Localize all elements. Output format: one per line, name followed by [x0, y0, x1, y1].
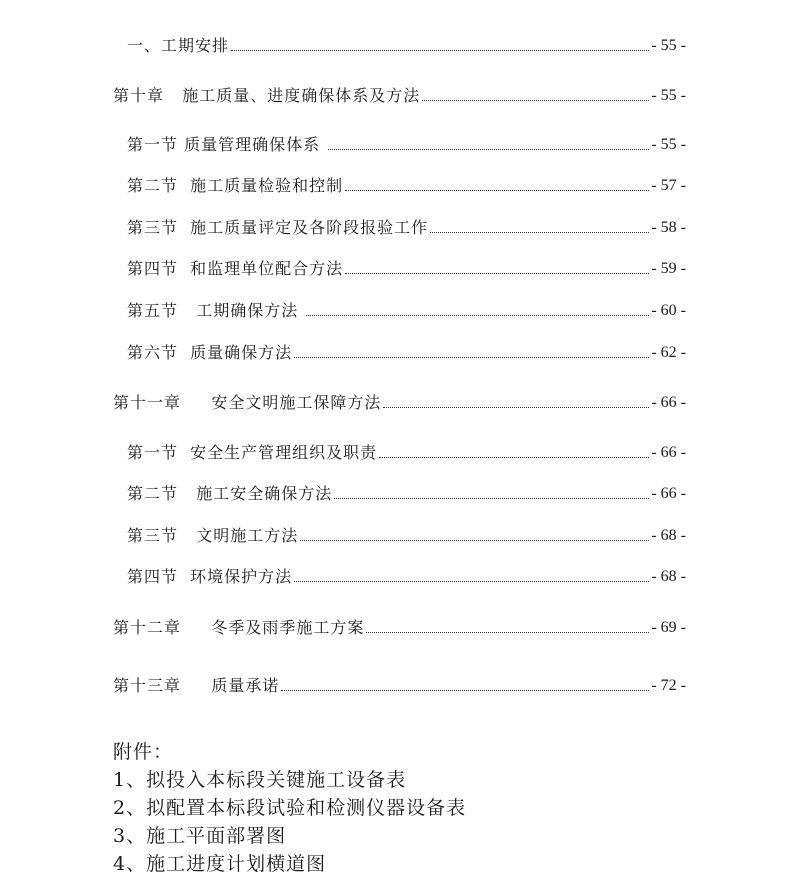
toc-entry — [0, 561, 789, 587]
toc-entry-title: 第一节 安全生产管理组织及职责 — [127, 443, 378, 462]
toc-entry-title: 第五节 工期确保方法 — [127, 301, 305, 320]
dot-leader — [294, 580, 649, 582]
dot-leader — [430, 231, 649, 233]
dot-leader — [345, 189, 649, 191]
appendix-item: 4、施工进度计划横道图 — [113, 853, 327, 875]
toc-entry-title: 第四节 环境保护方法 — [127, 567, 293, 586]
toc-entry-title: 第一节 质量管理确保体系 — [127, 135, 327, 154]
toc-entry — [0, 170, 789, 196]
dot-leader — [306, 314, 649, 316]
toc-entry — [0, 612, 789, 638]
toc-entry-title: 第二节 施工安全确保方法 — [127, 484, 333, 503]
dot-leader — [345, 272, 649, 274]
toc-entry-title: 第十三章 质量承诺 — [113, 676, 280, 695]
toc-entry — [0, 295, 789, 321]
toc-entry-page: - 60 - — [651, 302, 686, 319]
toc-entry — [0, 337, 789, 363]
dot-leader — [383, 406, 649, 408]
toc-entry-title: 第十一章 安全文明施工保障方法 — [113, 393, 382, 412]
toc-entry-page: - 55 - — [651, 87, 686, 104]
toc-entry — [0, 253, 789, 279]
toc-entry — [0, 30, 789, 56]
toc-entry-page: - 55 - — [651, 136, 686, 153]
toc-entry-page: - 72 - — [651, 677, 686, 694]
dot-leader — [334, 497, 649, 499]
appendix-item: 2、拟配置本标段试验和检测仪器设备表 — [113, 797, 467, 819]
toc-entry-page: - 57 - — [651, 177, 686, 194]
appendix-section — [113, 738, 466, 878]
dot-leader — [281, 689, 649, 691]
toc-entry-title: 一、工期安排 — [127, 36, 230, 55]
toc-entry — [0, 478, 789, 504]
toc-entry-page: - 55 - — [651, 37, 686, 54]
toc-entry-title: 第六节 质量确保方法 — [127, 343, 293, 362]
toc-entry-title: 第二节 施工质量检验和控制 — [127, 176, 344, 195]
toc-entry-page: - 58 - — [651, 219, 686, 236]
toc-entry-title: 第四节 和监理单位配合方法 — [127, 259, 344, 278]
toc-entry-title: 第三节 文明施工方法 — [127, 526, 299, 545]
toc-entry-page: - 66 - — [651, 444, 686, 461]
toc-entry-page: - 66 - — [651, 485, 686, 502]
dot-leader — [300, 539, 649, 541]
appendix-item: 1、拟投入本标段关键施工设备表 — [113, 769, 407, 791]
toc-entry-page: - 68 - — [651, 527, 686, 544]
toc-entry — [0, 520, 789, 546]
toc-entry-page: - 62 - — [651, 344, 686, 361]
dot-leader — [328, 148, 649, 150]
toc-entry-title: 第十二章 冬季及雨季施工方案 — [113, 618, 365, 637]
toc-entry-title: 第十章 施工质量、进度确保体系及方法 — [113, 86, 421, 105]
toc-entry — [0, 670, 789, 696]
toc-entry — [0, 80, 789, 106]
toc-entry — [0, 437, 789, 463]
dot-leader — [366, 631, 649, 633]
toc-entry — [0, 387, 789, 413]
toc-entry-page: - 59 - — [651, 260, 686, 277]
toc-entry — [0, 129, 789, 155]
toc-entry-page: - 68 - — [651, 568, 686, 585]
toc-entry-page: - 69 - — [651, 619, 686, 636]
appendix-item: 3、施工平面部署图 — [113, 825, 287, 847]
toc-entry-page: - 66 - — [651, 394, 686, 411]
appendix-heading: 附件： — [113, 741, 174, 763]
dot-leader — [379, 456, 649, 458]
toc-entry-title: 第三节 施工质量评定及各阶段报验工作 — [127, 218, 429, 237]
toc-entry — [0, 212, 789, 238]
dot-leader — [422, 99, 649, 101]
dot-leader — [231, 49, 649, 51]
dot-leader — [294, 356, 649, 358]
